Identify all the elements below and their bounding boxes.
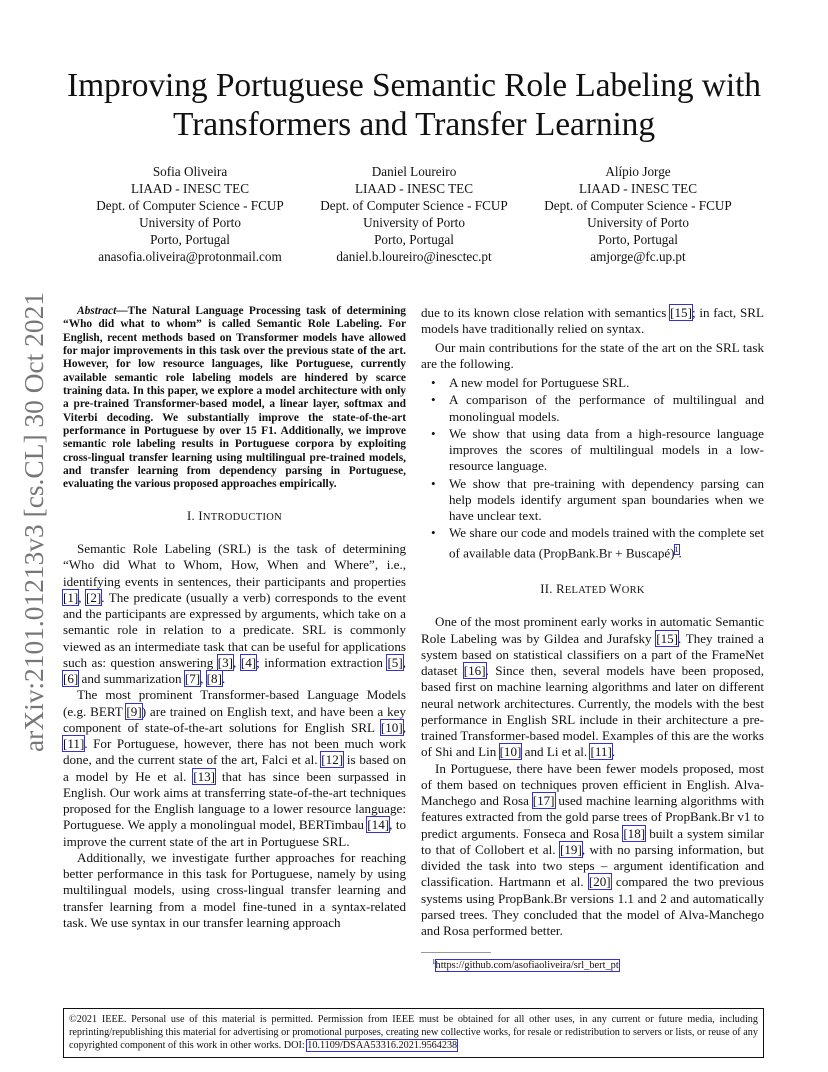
arxiv-identifier-svg	[12, 292, 50, 752]
citation-link[interactable]: [15]	[656, 630, 679, 646]
text-run: , to improve the current state of the art in Portuguese SRL.	[63, 817, 406, 849]
list-item-text: We show that using data from a high-resource language improves the scores of multilingual models in a low-resource language.	[449, 425, 764, 474]
footnote-separator	[421, 952, 491, 953]
text-run: ; information extraction	[256, 654, 388, 670]
text-run: ,	[78, 589, 86, 605]
text-run: ) are trained on English text, and have been a key component of state-of-the-art solutions for English SRL	[63, 703, 406, 735]
text-run: and summarization	[78, 671, 185, 687]
author-email: daniel.b.loureiro@inesctec.pt	[336, 249, 492, 264]
citation-link[interactable]: [14]	[367, 817, 390, 833]
citation-link[interactable]: [10]	[380, 719, 403, 735]
author-3	[523, 163, 753, 265]
intro-paragraph-3: Additionally, we investigate further approaches for reaching better performance in this task for Portuguese, namely by using multilingual models, using cross-lingual transfer learning and transfer learning from a model fine-tuned in a syntax-related task. We use syntax in our transfer learning approach	[63, 849, 406, 930]
list-item	[421, 375, 764, 391]
author-org: LIAAD - INESC TEC	[578, 181, 698, 196]
text-run: compared the two previous systems using PropBank.Br versions 1.1 and 2 and automatically parsed trees. They concluded that the model of Alva-Manchego and Rosa performed better.	[421, 874, 764, 939]
intro-paragraph-4	[421, 305, 764, 338]
section-number: II.	[540, 582, 553, 597]
citation-link[interactable]: [6]	[63, 671, 79, 687]
footnote-url-link[interactable]: https://github.com/asofiaoliveira/srl_bert_pt	[435, 960, 619, 972]
bullet-icon: •	[431, 375, 436, 390]
footnote-mark: 1	[432, 958, 436, 966]
citation-link[interactable]: [16]	[463, 663, 486, 679]
citation-link[interactable]: [19]	[559, 841, 582, 857]
citation-link[interactable]: [2]	[86, 589, 102, 605]
abstract	[63, 305, 406, 492]
list-item	[421, 392, 764, 425]
text-run: built a system similar to that of Collobert et al.	[421, 825, 764, 857]
text-run: One of the most prominent early works in automatic Semantic Role Labeling was by Gildea and Jurafsky	[421, 614, 764, 646]
author-dept: Dept. of Computer Science - FCUP	[544, 198, 732, 213]
text-run: Semantic Role Labeling (SRL) is the task of determining “Who did What to Whom, How, When and Where”, i.e., identifying events in sentences, their participants and properties	[63, 541, 406, 589]
list-item: • We share our code and models trained with the complete set of available data (PropBank.Br + Buscapé)$^1$.	[431, 525, 764, 560]
arxiv-id-text: arXiv:2101.01213v3 [cs.CL] 30 Oct 2021	[18, 292, 49, 752]
author-location: Porto, Portugal	[150, 232, 230, 247]
list-item	[421, 476, 764, 525]
copyright-notice	[63, 1008, 764, 1058]
section-title-rest: NTRODUCTION	[202, 511, 283, 523]
text-run: and Li et al.	[521, 744, 591, 760]
text-run: . The predicate (usually a verb) corresponds to the event and the participants are expressed by arguments, which take on a semantic role in relation to a predicate. SRL is commonly viewed as an intermediate task that can be useful for applications such as: question answering	[63, 589, 407, 670]
section-title-initial: I	[198, 508, 203, 523]
footnote-link[interactable]: 1	[674, 544, 679, 554]
list-item-text: We show that pre-training with dependency parsing can help models identify argument span boundaries when we have unclear text.	[449, 475, 764, 523]
bullet-icon: •	[431, 525, 436, 541]
text-run: ,	[402, 654, 406, 670]
author-2	[299, 163, 529, 265]
text-run: In Portuguese, there have been fewer models proposed, most of them based on techniques proven efficient in English. Alva-Manchego and Rosa	[421, 760, 764, 809]
author-dept: Dept. of Computer Science - FCUP	[320, 198, 508, 213]
section-number: I.	[186, 508, 195, 523]
intro-paragraph-5: Our main contributions for the state of the art on the SRL task are the following.	[421, 339, 764, 371]
author-org: LIAAD - INESC TEC	[130, 181, 250, 196]
citation-link[interactable]: [1]	[63, 589, 79, 605]
section-heading-introduction	[63, 508, 406, 526]
text-run: ,	[233, 654, 241, 670]
related-paragraph-1	[421, 614, 764, 760]
related-paragraph-2	[421, 761, 764, 940]
text-run: The most prominent Transformer-based Language Models (e.g. BERT	[63, 687, 406, 719]
text-run: is based on a model by He et al.	[63, 752, 406, 784]
citation-link[interactable]: [9]	[126, 703, 142, 719]
citation-link[interactable]: [10]	[499, 744, 522, 760]
citation-link[interactable]: [11]	[590, 744, 612, 760]
list-item-text: A comparison of the performance of multilingual and monolingual models.	[449, 392, 764, 424]
abstract-dash: —	[116, 305, 128, 317]
list-item-text: A new model for Portuguese SRL.	[449, 375, 630, 390]
text-run: .	[611, 744, 616, 760]
citation-link[interactable]: [11]	[63, 736, 85, 752]
author-univ: University of Porto	[363, 215, 465, 230]
author-univ: University of Porto	[139, 215, 241, 230]
section-heading-related-work	[421, 581, 764, 599]
section-title-rest: ORK	[621, 585, 645, 597]
list-item	[421, 426, 764, 475]
bullet-icon: •	[431, 425, 436, 441]
author-email: amjorge@fc.up.pt	[590, 249, 686, 264]
citation-link[interactable]: [12]	[321, 752, 344, 768]
author-email: anasofia.oliveira@protonmail.com	[98, 249, 282, 264]
copyright-text: ©2021 IEEE. Personal use of this material is permitted. Permission from IEEE must be obtained for all other uses, in any current or future media, including reprinting/republishing this material for advertising or promotional purposes, creating new collective works, for resale or redistribution to servers or lists, or reuse of any copyrighted component of this work in other works. DOI:	[69, 1014, 758, 1051]
author-location: Porto, Portugal	[374, 232, 454, 247]
left-column	[63, 305, 406, 931]
intro-paragraph-1	[63, 541, 406, 687]
text-run: . Since then, several models have been proposed, based first on machine learning algorithms and later on different neural network architectures. Currently, the models with the best performance in English SRL include in their architecture a pre-trained Transformer-based model. Examples of this are the works of Shi and Lin	[421, 663, 764, 760]
author-org: LIAAD - INESC TEC	[354, 181, 474, 196]
author-univ: University of Porto	[587, 215, 689, 230]
citation-link[interactable]: [3]	[217, 654, 234, 670]
section-title-initial: W	[609, 582, 622, 597]
list-item-text: We share our code and models trained with the complete set of available data (PropBank.Br + Buscapé)	[449, 525, 764, 560]
citation-link[interactable]: [18]	[623, 825, 646, 841]
author-name: Daniel Loureiro	[371, 164, 457, 179]
citation-link[interactable]: [20]	[588, 874, 611, 890]
intro-paragraph-2	[63, 687, 406, 850]
doi-link[interactable]: 10.1109/DSAA53316.2021.9564238	[307, 1039, 458, 1051]
citation-link[interactable]: [17]	[532, 793, 555, 809]
text-run: . For Portuguese, however, there has not been much work done, and the current state of the art, Falci et al.	[63, 736, 406, 768]
text-run: , with no parsing information, but divided the task into two steps – argument identification and classification. Hartmann et al.	[421, 841, 765, 890]
text-run: ; in fact, SRL models have traditionally relied on syntax.	[421, 305, 764, 337]
text-run: due to its known close relation with semantics	[421, 305, 671, 320]
bullet-icon: •	[431, 475, 436, 491]
text-run: . They trained a system based on statistical classifiers on a part of the FrameNet dataset	[421, 630, 764, 679]
text-run: that has since been surpassed in English. Our work aims at transferring state-of-the-art techniques proposed for the English language to a lower resource language: Portuguese. We apply a monolingual model, BERTimbau	[63, 768, 406, 833]
section-title-rest: ELATED	[564, 585, 607, 597]
abstract-label: Abstract	[77, 305, 117, 317]
text-run: ,	[200, 671, 207, 687]
right-column	[421, 305, 764, 939]
bullet-icon: •	[431, 392, 436, 408]
citation-link[interactable]: [7]	[184, 671, 201, 687]
citation-link[interactable]: [13]	[193, 768, 216, 784]
paper-title	[0, 66, 828, 144]
section-title-initial: R	[556, 582, 565, 597]
author-name: Alípio Jorge	[605, 164, 671, 179]
citation-link[interactable]: [8]	[206, 671, 222, 687]
citation-link[interactable]: [4]	[240, 654, 257, 670]
author-location: Porto, Portugal	[598, 232, 678, 247]
citation-link[interactable]: [15]	[670, 305, 692, 320]
text-run: ,	[402, 719, 406, 735]
arxiv-identifier	[12, 292, 50, 752]
text-run: .	[221, 671, 226, 687]
author-name: Sofia Oliveira	[152, 164, 228, 179]
text-run: used machine learning algorithms with features extracted from the gold parse trees of PropBank.Br v1 to predict arguments. Fonseca and Rosa	[421, 793, 764, 841]
paper-title-line-1: Improving Portuguese Semantic Role Labeling with	[67, 67, 761, 104]
paper-title-line-2: Transformers and Transfer Learning	[173, 106, 655, 143]
author-1	[75, 163, 305, 265]
abstract-text: The Natural Language Processing task of determining “Who did what to whom” is called Semantic Role Labeling. For English, recent methods based on Transformer models have allowed for major improvements in this task over the previous state of the art. However, for low resource languages, like Portuguese, currently available semantic role labeling models are hindered by scarce training data. In this paper, we explore a model architecture with only a pre-trained Transformer-based model, a linear layer, softmax and Viterbi decoding. We substantially improve the state-of-the-art performance in Portuguese by over 15 F1. Additionally, we improve semantic role labeling results in Portuguese corpora by exploiting cross-lingual transfer learning using multilingual pre-trained models, and transfer learning from dependency parsing in Portuguese, evaluating the various proposed approaches empirically.	[63, 305, 406, 491]
citation-link[interactable]: [5]	[387, 654, 403, 670]
author-dept: Dept. of Computer Science - FCUP	[96, 198, 284, 213]
footnote	[432, 958, 619, 971]
contributions-list	[421, 375, 764, 561]
